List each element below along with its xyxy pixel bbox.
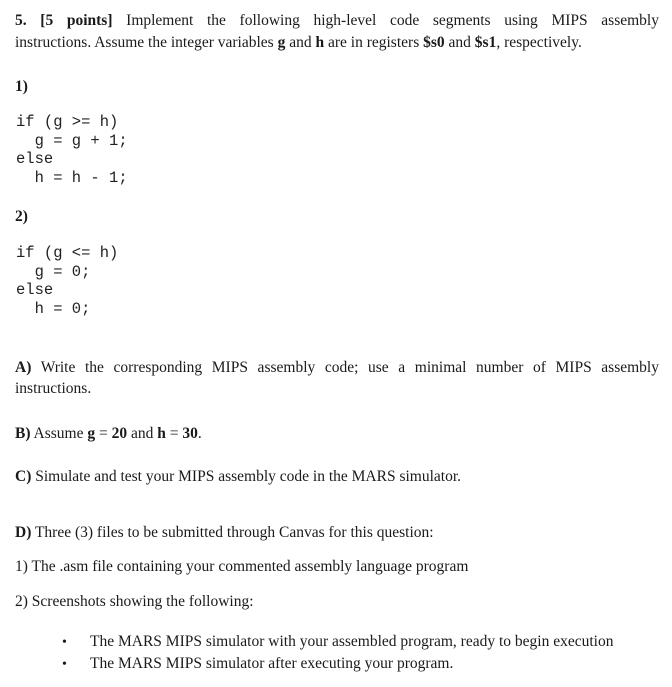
problem-intro-line-2: instructions. Assume the integer variables g and h are in registers $s0 and $s1, respectively. [15,34,582,51]
part-b: B) Assume g = 20 and h = 30. [15,425,202,442]
problem-intro-line-1 [15,11,659,31]
part-d-label: D) [15,524,32,541]
problem-intro-text: Implement the following high-level code segments using MIPS assembly [126,12,659,29]
segment-2-label: 2) [15,208,28,225]
bullet-item [62,654,453,675]
part-c-text: Simulate and test your MIPS assembly code in the MARS simulator. [31,468,462,485]
part-d-item-2: 2) Screenshots showing the following: [15,593,254,610]
part-a-line-2: instructions. [15,380,92,397]
bullet-text: The MARS MIPS simulator with your assembled program, ready to begin execution [90,633,614,650]
problem-points: [5 points] [40,12,113,29]
bullet-item [62,632,613,653]
register-s1: $s1 [474,34,497,51]
part-a-text: Write the corresponding MIPS assembly code; use a minimal number of MIPS assembly [40,359,659,376]
part-d-item-1: 1) The .asm file containing your commented assembly language program [15,558,469,575]
problem-number: 5. [15,12,27,29]
var-g: g [277,34,286,51]
part-b-label: B) [15,425,31,442]
part-d-text: Three (3) files to be submitted through Canvas for this question: [31,524,434,541]
var-h: h [315,34,325,51]
bullet-icon: • [62,635,67,650]
segment-1-code: if (g >= h) g = g + 1; else h = h - 1; [16,113,128,187]
part-a-line-1 [15,358,659,378]
part-c [15,467,461,487]
part-c-label: C) [15,468,32,485]
bullet-icon: • [62,657,67,672]
register-s0: $s0 [423,34,445,51]
bullet-text: The MARS MIPS simulator after executing your program. [90,655,454,672]
h-value: 30 [182,425,198,442]
segment-2-code: if (g <= h) g = 0; else h = 0; [16,244,119,318]
segment-1-label: 1) [15,78,28,95]
part-d [15,523,434,543]
g-value: 20 [111,425,128,442]
part-a-label: A) [15,359,32,376]
